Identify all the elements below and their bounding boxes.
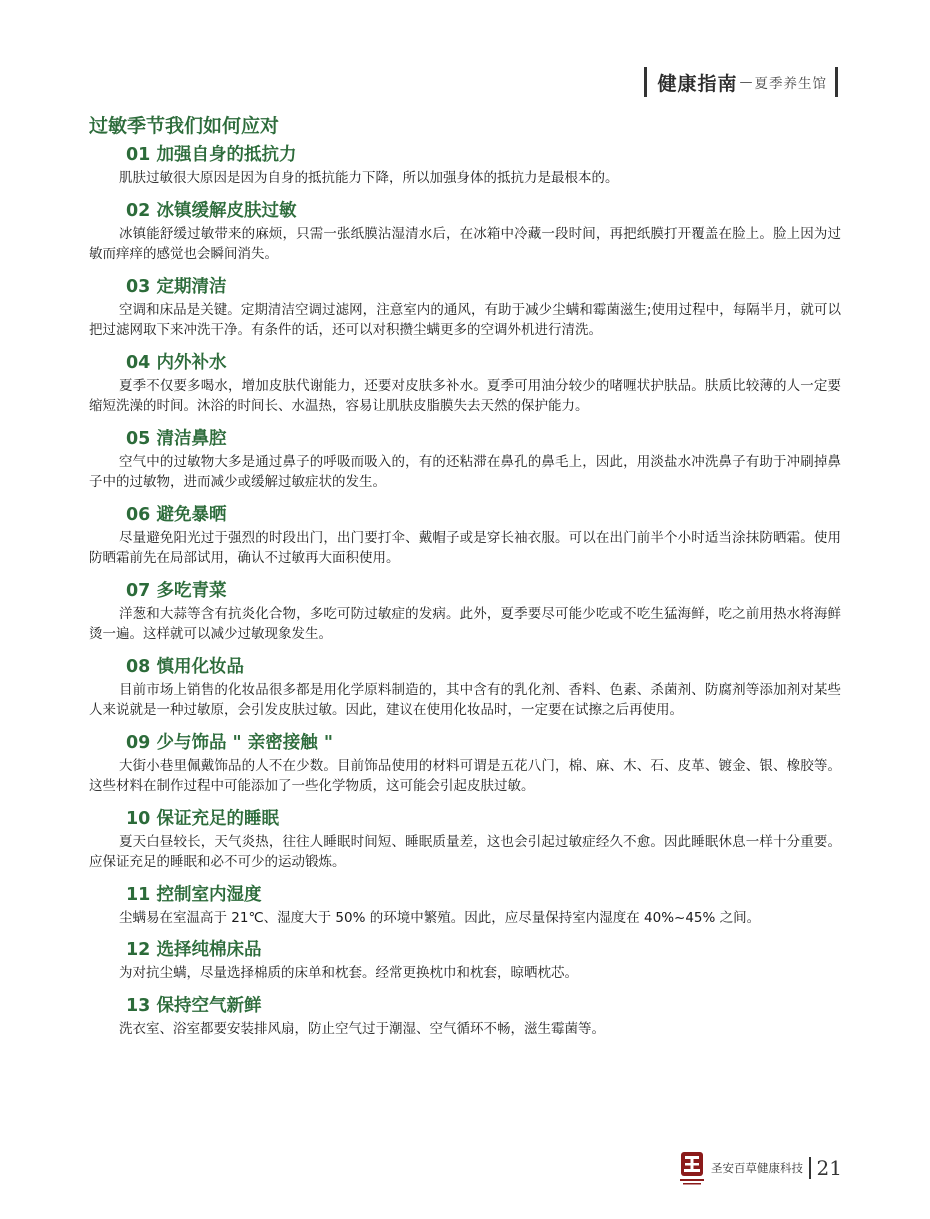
section-text: 洗衣室、浴室都要安装排风扇，防止空气过于潮湿、空气循环不畅，滋生霉菌等。 xyxy=(119,1020,605,1037)
section-title: 07 多吃青菜 xyxy=(126,580,227,601)
section-09 xyxy=(89,730,841,797)
section-title: 02 冰镇缓解皮肤过敏 xyxy=(126,200,297,221)
section-07 xyxy=(89,578,841,645)
article-title: 过敏季节我们如何应对 xyxy=(89,115,280,137)
section-02 xyxy=(89,198,841,265)
section-text: 空气中的过敏物大多是通过鼻子的呼吸而吸入的，有的还粘滞在鼻孔的鼻毛上，因此，用淡盐水冲洗鼻子有助于冲刷掉鼻子中的过敏物，进而减少或缓解过敏症状的发生。 xyxy=(89,453,841,490)
section-title: 08 慎用化妆品 xyxy=(126,656,244,677)
section-text: 肌肤过敏很大原因是因为自身的抵抗能力下降，所以加强身体的抵抗力是最根本的。 xyxy=(119,170,619,186)
section-text: 洋葱和大蒜等含有抗炎化合物，多吃可防过敏症的发病。此外，夏季要尽可能少吃或不吃生猛海鲜，吃之前用热水将海鲜烫一遍。这样就可以减少过敏现象发生。 xyxy=(89,605,841,642)
section-text: 冰镇能舒缓过敏带来的麻烦，只需一张纸膜沾湿清水后，在冰箱中冷藏一段时间，再把纸膜打开覆盖在脸上。脸上因为过敏而痒痒的感觉也会瞬间消失。 xyxy=(89,225,841,262)
section-text: 目前市场上销售的化妆品很多都是用化学原料制造的，其中含有的乳化剂、香料、色素、杀菌剂、防腐剂等添加剂对某些人来说就是一种过敏原，会引发皮肤过敏。因此，建议在使用化妆品时，一定要在试擦之后再使用。 xyxy=(89,681,841,718)
page-number: 21 xyxy=(816,1156,842,1180)
section-03 xyxy=(89,274,841,341)
section-text: 为对抗尘螨，尽量选择棉质的床单和枕套。经常更换枕巾和枕套，晾晒枕芯。 xyxy=(119,965,578,981)
section-title: 04 内外补水 xyxy=(126,352,227,373)
section-title: 09 少与饰品 " 亲密接触 " xyxy=(126,732,333,753)
header-subtitle: 夏季养生馆 xyxy=(754,76,827,92)
article-body xyxy=(89,142,841,1048)
section-10 xyxy=(89,806,841,873)
header-right-bar xyxy=(835,67,838,97)
section-04 xyxy=(89,350,841,417)
header-dash: — xyxy=(739,74,753,90)
page-footer xyxy=(677,1148,842,1188)
company-logo-icon xyxy=(677,1150,707,1186)
section-text: 尽量避免阳光过于强烈的时段出门，出门要打伞、戴帽子或是穿长袖衣服。可以在出门前半个小时适当涂抹防晒霜。使用防晒霜前先在局部试用，确认不过敏再大面积使用。 xyxy=(89,529,841,566)
section-title: 12 选择纯棉床品 xyxy=(126,940,262,960)
section-title: 03 定期清洁 xyxy=(126,276,227,297)
footer-divider xyxy=(809,1157,811,1179)
section-title: 13 保持空气新鲜 xyxy=(126,995,262,1016)
company-name: 圣安百草健康科技 xyxy=(711,1161,804,1175)
section-title: 11 控制室内湿度 xyxy=(126,884,262,905)
section-13 xyxy=(89,993,841,1040)
section-01 xyxy=(89,142,841,189)
header-title: 健康指南 xyxy=(657,72,738,95)
section-11 xyxy=(89,882,841,929)
section-text: 尘螨易在室温高于 21℃、湿度大于 50% 的环境中繁殖。因此，应尽量保持室内湿度在 40%~45% 之间。 xyxy=(119,909,761,926)
section-05 xyxy=(89,426,841,493)
section-text: 空调和床品是关键。定期清洁空调过滤网，注意室内的通风，有助于减少尘螨和霉菌滋生;使用过程中，每隔半月，就可以把过滤网取下来冲洗干净。有条件的话，还可以对积攒尘螨更多的空调外机进行清洗。 xyxy=(89,301,841,338)
running-header xyxy=(644,66,838,98)
section-06 xyxy=(89,502,841,569)
section-12 xyxy=(89,937,841,984)
section-title: 05 清洁鼻腔 xyxy=(126,428,227,449)
section-text: 夏季不仅要多喝水，增加皮肤代谢能力，还要对皮肤多补水。夏季可用油分较少的啫喱状护肤品。肤质比较薄的人一定要缩短洗澡的时间。沐浴的时间长、水温热，容易让肌肤皮脂膜失去天然的保护能力。 xyxy=(89,377,841,414)
section-title: 06 避免暴晒 xyxy=(126,504,227,525)
section-text: 大街小巷里佩戴饰品的人不在少数。目前饰品使用的材料可谓是五花八门，棉、麻、木、石、皮革、镀金、银、橡胶等。这些材料在制作过程中可能添加了一些化学物质，这可能会引起皮肤过敏。 xyxy=(89,757,841,794)
section-title: 10 保证充足的睡眠 xyxy=(126,808,279,829)
section-08 xyxy=(89,654,841,721)
header-left-bar xyxy=(644,67,647,97)
section-text: 夏天白昼较长，天气炎热，往往人睡眠时间短、睡眠质量差，这也会引起过敏症经久不愈。因此睡眠休息一样十分重要。应保证充足的睡眠和必不可少的运动锻炼。 xyxy=(89,833,841,870)
section-title: 01 加强自身的抵抗力 xyxy=(126,145,297,165)
